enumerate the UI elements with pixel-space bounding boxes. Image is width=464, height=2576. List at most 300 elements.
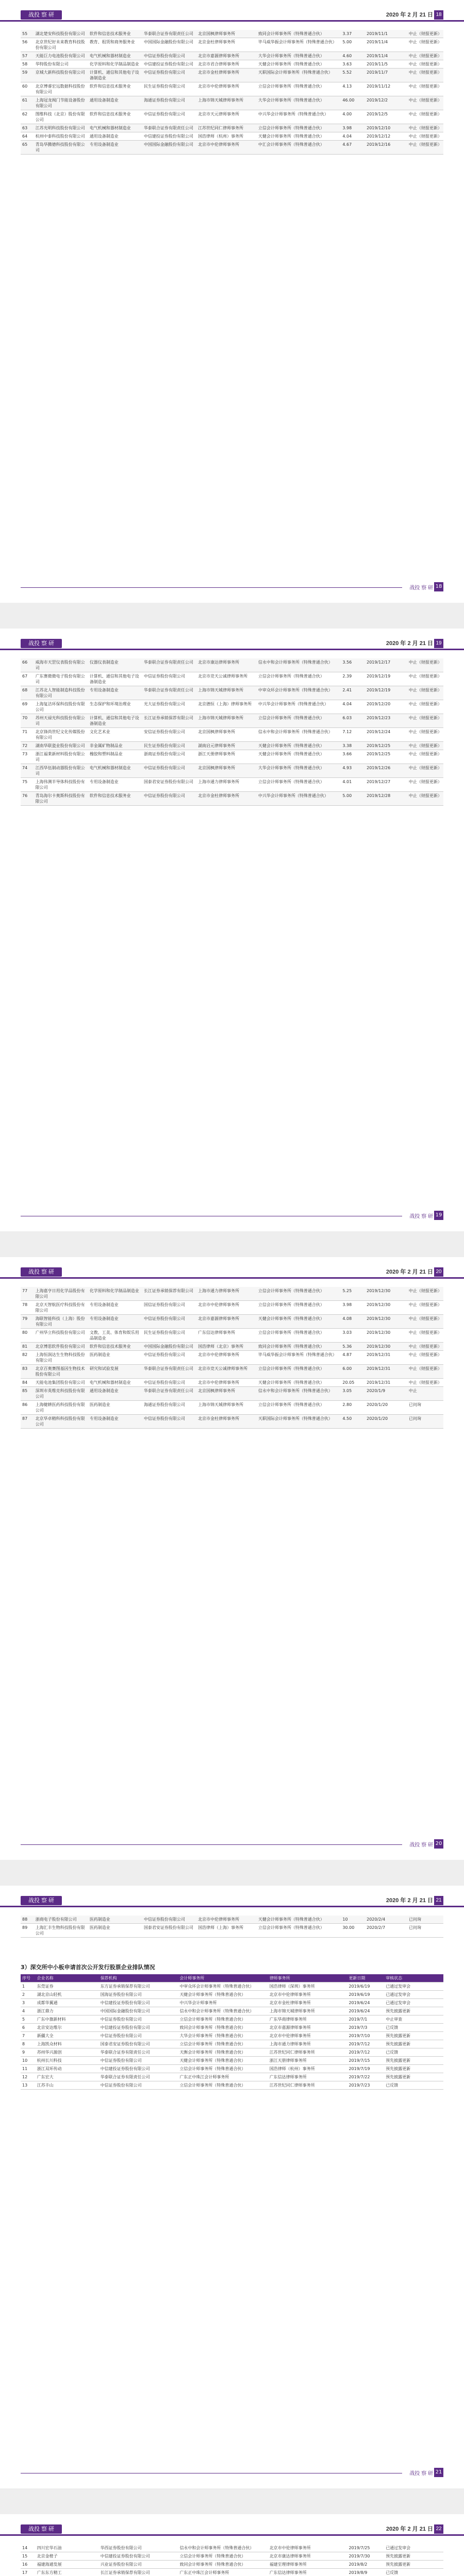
company-name-cell: 广东东方精工 [36, 2569, 99, 2576]
date-cell: 2019/12/26 [365, 764, 407, 778]
accounting-firm-cell: 致同会计师事务所（特殊普通合伙） [178, 2561, 268, 2569]
industry-cell: 专用设备制造业 [88, 1315, 142, 1329]
table-row [21, 700, 443, 714]
industry-cell: 通用设备制造业 [88, 96, 142, 110]
page-number: 19 [434, 639, 443, 648]
company-name-cell: 华特股份有限公司 [34, 60, 88, 69]
accounting-firm-cell: 立信会计师事务所（特殊普通合伙） [257, 1365, 341, 1379]
amount-cell: 3.63 [341, 60, 365, 69]
date-cell: 2019/7/30 [347, 2552, 384, 2561]
date-cell: 2019/6/24 [347, 1999, 384, 2007]
sponsor-cell: 中信证券股份有限公司 [99, 2015, 178, 2024]
row-index-cell: 68 [21, 686, 34, 700]
law-firm-cell: 北京市中伦律师事务所 [196, 1379, 257, 1387]
row-index-cell: 69 [21, 700, 34, 714]
industry-cell: 计算机、通信和其他电子设备制造业 [88, 672, 142, 686]
table-row [21, 1916, 443, 1924]
company-name-cell: 北京华卓精科科技股份有限公司 [34, 1415, 88, 1429]
date-cell: 2019/11/5 [365, 60, 407, 69]
company-name-cell: 北京博思软件股份有限公司 [34, 1343, 88, 1351]
table-row [21, 2057, 443, 2065]
law-firm-cell: 北京国枫律师事务所 [196, 728, 257, 742]
row-index-cell: 3 [21, 1999, 36, 2007]
status-cell: 中止（财报更新） [407, 110, 443, 124]
industry-cell: 软件和信息技术服务业 [88, 110, 142, 124]
industry-cell: 医药制造业 [88, 1916, 142, 1924]
row-index-cell: 67 [21, 672, 34, 686]
row-index-cell: 4 [21, 2007, 36, 2015]
sponsor-cell: 中信建投证券股份有限公司 [99, 2024, 178, 2032]
status-cell: 中止（财报更新） [407, 672, 443, 686]
law-firm-cell: 上海市通力律师事务所 [196, 778, 257, 792]
page-gap [0, 1231, 464, 1257]
table-row [21, 1343, 443, 1351]
page-header [0, 10, 464, 22]
company-name-cell: 广东中旗新材料 [36, 2015, 99, 2024]
law-firm-cell: 上海市锦天城律师事务所 [196, 686, 257, 700]
company-name-cell: 天能巨力电池股份有限公司 [34, 52, 88, 60]
date-cell: 2019/12/30 [365, 1315, 407, 1329]
column-header: 企业名称 [36, 1974, 99, 1982]
company-name-cell: 苏州天禄光科技股份有限公司 [34, 714, 88, 728]
page-number: 22 [434, 2524, 443, 2534]
law-firm-cell: 湖南启元律师事务所 [196, 742, 257, 750]
sponsor-cell: 中信证券股份有限公司 [142, 1315, 196, 1329]
status-cell: 中止（财报更新） [407, 124, 443, 132]
company-name-cell: 东莞证券 [36, 1982, 99, 1991]
amount-cell: 4.08 [341, 1315, 365, 1329]
table-row [21, 672, 443, 686]
date-cell: 2019/12/30 [365, 1301, 407, 1315]
law-firm-cell: 江苏世纪同仁律师事务所 [268, 2048, 347, 2057]
amount-cell: 5.36 [341, 1343, 365, 1351]
status-cell: 中止（财报更新） [407, 1379, 443, 1387]
row-index-cell: 74 [21, 764, 34, 778]
amount-cell: 3.66 [341, 750, 365, 764]
table-row [21, 2015, 443, 2024]
row-index-cell: 64 [21, 132, 34, 141]
company-name-cell: 浙商电子股份有限公司 [34, 1916, 88, 1924]
sponsor-cell: 民生证券股份有限公司 [142, 82, 196, 96]
table-row [21, 132, 443, 141]
status-cell: 中止（财报更新） [407, 778, 443, 792]
page-gap [0, 2488, 464, 2514]
company-name-cell: 图维科技（北京）股份有限公司 [34, 110, 88, 124]
amount-cell: 20.05 [341, 1379, 365, 1387]
sponsor-cell: 中国国际金融股份有限公司 [142, 141, 196, 155]
company-name-cell: 深圳市英维克科技股份有限公司 [34, 1387, 88, 1401]
status-cell: 中止（财报更新） [407, 1343, 443, 1351]
industry-cell: 计算机、通信和其他电子设备制造业 [88, 714, 142, 728]
sponsor-cell: 中信建投证券股份有限公司 [142, 132, 196, 141]
company-name-cell: 上海健耕医药科技股份有限公司 [34, 1401, 88, 1415]
company-name-cell: 上海冠龙阀门节能设备股份有限公司 [34, 96, 88, 110]
footer-page-number: 18 [434, 582, 443, 591]
sponsor-cell: 中国国际金融股份有限公司 [142, 38, 196, 52]
date-cell: 2019/12/20 [365, 700, 407, 714]
law-firm-cell: 广东华商律师事务所 [268, 2015, 347, 2024]
accounting-firm-cell: 中审众环会计师事务所（特殊普通合伙） [257, 686, 341, 700]
status-cell: 中止（财报更新） [407, 1315, 443, 1329]
industry-cell: 电气机械和器材制造业 [88, 764, 142, 778]
sponsor-cell: 浙商证券股份有限公司 [142, 750, 196, 764]
accounting-firm-cell: 中兴华会计师事务所 [178, 1999, 268, 2007]
row-index-cell: 5 [21, 2015, 36, 2024]
status-cell: 中止（财报更新） [407, 700, 443, 714]
sponsor-cell: 华泰联合证券有限责任公司 [142, 658, 196, 672]
table-header-row [21, 1974, 443, 1982]
industry-cell: 专用设备制造业 [88, 1301, 142, 1315]
amount-cell: 4.67 [341, 141, 365, 155]
date-cell: 2019/12/25 [365, 742, 407, 750]
report-chip: 战投 察 研 [21, 639, 62, 648]
law-firm-cell: 北京市中伦律师事务所 [268, 2544, 347, 2552]
sme-board-queue-table [21, 2544, 443, 2576]
sme-board-queue-table [21, 1974, 443, 2090]
amount-cell: 6.03 [341, 714, 365, 728]
row-index-cell: 10 [21, 2057, 36, 2065]
law-firm-cell: 广东信达律师事务所 [196, 1329, 257, 1343]
date-cell: 2019/6/24 [347, 2007, 384, 2015]
industry-cell: 通用设备制造业 [88, 132, 142, 141]
table-row [21, 1379, 443, 1387]
company-name-cell: 四川宏华石油 [36, 2544, 99, 2552]
row-index-cell: 58 [21, 60, 34, 69]
date-cell: 2019/7/23 [347, 2081, 384, 2090]
company-name-cell: 杭州中泰科技股份有限公司 [34, 132, 88, 141]
accounting-firm-cell: 立信会计师事务所（特殊普通合伙） [257, 124, 341, 132]
status-cell: 中止（财报更新） [407, 132, 443, 141]
status-cell: 已问询 [407, 1924, 443, 1938]
date-cell: 2019/7/12 [347, 2048, 384, 2057]
ipo-queue-table [21, 1916, 443, 1938]
sponsor-cell: 光大证券股份有限公司 [142, 700, 196, 714]
row-index-cell: 86 [21, 1401, 34, 1415]
company-name-cell: 北京金橙子 [36, 2552, 99, 2561]
row-index-cell: 85 [21, 1387, 34, 1401]
accounting-firm-cell: 天健会计师事务所（特殊普通合伙） [178, 1991, 268, 1999]
status-cell: 中止（财报更新） [407, 141, 443, 155]
table-row [21, 1401, 443, 1415]
page-header [0, 2524, 464, 2536]
date-cell: 2019/7/1 [347, 2015, 384, 2024]
accounting-firm-cell: 大华会计师事务所（特殊普通合伙） [257, 96, 341, 110]
company-name-cell: 福建海通发展 [36, 2561, 99, 2569]
table-row [21, 141, 443, 155]
law-firm-cell: 北京金杜律师事务所 [196, 38, 257, 52]
row-index-cell: 13 [21, 2081, 36, 2090]
row-index-cell: 2 [21, 1991, 36, 1999]
accounting-firm-cell: 立信会计师事务所（特殊普通合伙） [178, 2065, 268, 2073]
law-firm-cell: 国浩律师（北京）事务所 [196, 1343, 257, 1351]
amount-cell: 5.00 [341, 38, 365, 52]
amount-cell: 3.38 [341, 742, 365, 750]
sponsor-cell: 中国国际金融股份有限公司 [142, 1343, 196, 1351]
accounting-firm-cell: 信永中和会计师事务所（特殊普通合伙） [257, 728, 341, 742]
company-name-cell: 上海凯众材料 [36, 2040, 99, 2048]
industry-cell: 计算机、通信和其他电子设备制造业 [88, 69, 142, 82]
sponsor-cell: 中信证券股份有限公司 [142, 792, 196, 806]
row-index-cell: 87 [21, 1415, 34, 1429]
status-cell: 预先披露更新 [384, 2057, 443, 2065]
table-row [21, 38, 443, 52]
date-cell: 2020/1/20 [365, 1401, 407, 1415]
column-header: 会计师事务所 [178, 1974, 268, 1982]
company-name-cell: 浙江鼎力 [36, 2007, 99, 2015]
row-index-cell: 83 [21, 1365, 34, 1379]
sponsor-cell: 长江证券承销保荐有限公司 [99, 2569, 178, 2576]
sponsor-cell: 中信证券股份有限公司 [142, 1916, 196, 1924]
status-cell: 中止（财报更新） [407, 60, 443, 69]
sponsor-cell: 中信证券股份有限公司 [142, 1379, 196, 1387]
accounting-firm-cell: 立信会计师事务所（特殊普通合伙） [257, 1287, 341, 1301]
law-firm-cell: 国浩律师（上海）事务所 [196, 1924, 257, 1938]
industry-cell: 研究和试验发展 [88, 1365, 142, 1379]
sponsor-cell: 长江证券承销保荐有限公司 [142, 714, 196, 728]
sponsor-cell: 中信证券股份有限公司 [99, 2057, 178, 2065]
amount-cell: 4.93 [341, 764, 365, 778]
status-cell: 中止（财报更新） [407, 728, 443, 742]
company-name-cell: 江苏光明科技股份有限公司 [34, 124, 88, 132]
table-row [21, 1415, 443, 1429]
company-name-cell: 浙江双环传动 [36, 2065, 99, 2073]
row-index-cell: 57 [21, 52, 34, 60]
industry-cell: 医药制造业 [88, 1924, 142, 1938]
page-footer [0, 2468, 464, 2480]
table-row [21, 1982, 443, 1991]
company-name-cell: 广东宏大 [36, 2073, 99, 2081]
industry-cell: 专用设备制造业 [88, 778, 142, 792]
law-firm-cell: 北京市康达律师事务所 [196, 658, 257, 672]
table-row [21, 52, 443, 60]
date-cell: 2019/12/10 [365, 124, 407, 132]
status-cell: 已问询 [407, 1401, 443, 1415]
table-row [21, 1315, 443, 1329]
accounting-firm-cell: 立信会计师事务所（特殊普通合伙） [178, 2552, 268, 2561]
company-name-cell: 北京安达维尔 [36, 2024, 99, 2032]
law-firm-cell: 北京市金杜律师事务所 [196, 792, 257, 806]
date-cell: 2020/2/4 [365, 1916, 407, 1924]
date-cell: 2019/12/30 [365, 1287, 407, 1301]
ipo-queue-table [21, 1287, 443, 1429]
company-name-cell: 苏州华兴源创 [36, 2048, 99, 2057]
law-firm-cell: 北京国枫律师事务所 [196, 1387, 257, 1401]
amount-cell: 3.98 [341, 124, 365, 132]
accounting-firm-cell: 天职国际会计师事务所（特殊普通合伙） [257, 1415, 341, 1429]
law-firm-cell: 北京市嘉源律师事务所 [196, 52, 257, 60]
accounting-firm-cell: 立信会计师事务所（特殊普通合伙） [257, 1301, 341, 1315]
company-name-cell: 浙江福莱新材料股份有限公司 [34, 750, 88, 764]
date-cell: 2019/7/10 [347, 2032, 384, 2040]
status-cell: 预先披露更新 [384, 2032, 443, 2040]
status-cell: 中止（财报更新） [407, 1329, 443, 1343]
sponsor-cell: 华泰联合证券有限责任公司 [142, 124, 196, 132]
sponsor-cell: 民生证券股份有限公司 [142, 1329, 196, 1343]
industry-cell: 软件和信息技术服务业 [88, 82, 142, 96]
sponsor-cell: 安信证券股份有限公司 [142, 728, 196, 742]
law-firm-cell: 广东信达律师事务所 [268, 2073, 347, 2081]
page-footer [0, 1211, 464, 1223]
table-row [21, 686, 443, 700]
sponsor-cell: 东方证券承销保荐有限公司 [99, 1982, 178, 1991]
sponsor-cell: 国海证券股份有限公司 [99, 1991, 178, 1999]
row-index-cell: 7 [21, 2032, 36, 2040]
date-cell: 2019/12/12 [365, 132, 407, 141]
company-name-cell: 上海汇丰生物科技股份有限公司 [34, 1924, 88, 1938]
row-index-cell: 62 [21, 110, 34, 124]
date-cell: 2019/11/1 [365, 30, 407, 38]
accounting-firm-cell: 天衡会计师事务所（特殊普通合伙） [178, 2048, 268, 2057]
accounting-firm-cell: 天健会计师事务所（特殊普通合伙） [178, 2057, 268, 2065]
column-header: 审核状态 [384, 1974, 443, 1982]
row-index-cell: 8 [21, 2040, 36, 2048]
row-index-cell: 70 [21, 714, 34, 728]
sponsor-cell: 国信证券股份有限公司 [142, 1301, 196, 1315]
accounting-firm-cell: 立信会计师事务所（特殊普通合伙） [257, 714, 341, 728]
company-name-cell: 威海市天罡仪表股份有限公司 [34, 658, 88, 672]
date-cell: 2019/12/24 [365, 728, 407, 742]
industry-cell: 非金属矿物制品业 [88, 742, 142, 750]
row-index-cell: 88 [21, 1916, 34, 1924]
report-page-22 [0, 2514, 464, 2576]
sponsor-cell: 兴业证券股份有限公司 [99, 2561, 178, 2569]
law-firm-cell: 北京市中伦律师事务所 [196, 1301, 257, 1315]
accounting-firm-cell: 致同会计师事务所（特殊普通合伙） [178, 2024, 268, 2032]
row-index-cell: 71 [21, 728, 34, 742]
date-cell: 2020/1/9 [365, 1387, 407, 1401]
footer-rule [21, 1844, 402, 1845]
accounting-firm-cell: 信永中和会计师事务所（特殊普通合伙） [178, 2007, 268, 2015]
status-cell: 已通过发审会 [384, 1982, 443, 1991]
row-index-cell: 79 [21, 1315, 34, 1329]
status-cell: 预先披露更新 [384, 2552, 443, 2561]
law-firm-cell: 上海市通力律师事务所 [268, 2040, 347, 2048]
date-cell: 2019/7/19 [347, 2065, 384, 2073]
accounting-firm-cell: 天健会计师事务所（特殊普通合伙） [257, 1379, 341, 1387]
table-row [21, 2544, 443, 2552]
industry-cell: 化学原料和化学制品制造业 [88, 60, 142, 69]
accounting-firm-cell: 天健会计师事务所（特殊普通合伙） [257, 132, 341, 141]
company-name-cell: 上海复洁环保科技股份有限公司 [34, 700, 88, 714]
accounting-firm-cell: 天健会计师事务所（特殊普通合伙） [257, 1916, 341, 1924]
status-cell: 中止（财报更新） [407, 792, 443, 806]
industry-cell: 电气机械和器材制造业 [88, 124, 142, 132]
column-header: 更新日期 [347, 1974, 384, 1982]
industry-cell: 文化艺术业 [88, 728, 142, 742]
status-cell: 中止（财报更新） [407, 658, 443, 672]
date-cell: 2019/11/7 [365, 69, 407, 82]
status-cell: 中止 [407, 1387, 443, 1401]
company-name-cell: 北京博睿宏远数据科技股份有限公司 [34, 82, 88, 96]
law-firm-cell: 北京市中伦律师事务所 [268, 2032, 347, 2040]
status-cell: 中止（财报更新） [407, 96, 443, 110]
date-cell: 2019/7/22 [347, 2073, 384, 2081]
accounting-firm-cell: 大华会计师事务所（特殊普通合伙） [178, 2032, 268, 2040]
amount-cell: 4.01 [341, 778, 365, 792]
table-row [21, 2024, 443, 2032]
law-firm-cell: 北京市竞天公诚律师事务所 [196, 672, 257, 686]
page-header [0, 1896, 464, 1907]
page-date: 2020 年 2 月 21 日 [386, 1269, 433, 1275]
date-cell: 2019/12/27 [365, 778, 407, 792]
column-header: 序号 [21, 1974, 36, 1982]
date-cell: 2019/6/19 [347, 1991, 384, 1999]
amount-cell: 4.00 [341, 110, 365, 124]
amount-cell: 5.52 [341, 69, 365, 82]
status-cell: 中止（财报更新） [407, 82, 443, 96]
date-cell: 2019/6/19 [347, 1982, 384, 1991]
sponsor-cell: 华西证券股份有限公司 [99, 2544, 178, 2552]
status-cell: 中止（财报更新） [407, 38, 443, 52]
report-chip: 战投 察 研 [21, 1896, 62, 1905]
table-row [21, 30, 443, 38]
row-index-cell: 77 [21, 1287, 34, 1301]
company-name-cell: 湖北京山轻机 [36, 1991, 99, 1999]
company-name-cell: 杭州长川科技 [36, 2057, 99, 2065]
status-cell: 已通过发审会 [384, 2544, 443, 2552]
accounting-firm-cell: 大华会计师事务所（特殊普通合伙） [257, 52, 341, 60]
date-cell: 2019/12/31 [365, 1379, 407, 1387]
company-name-cell: 天能电池集团股份有限公司 [34, 1379, 88, 1387]
sponsor-cell: 中信建投证券股份有限公司 [99, 1999, 178, 2007]
company-name-cell: 江西华伍制动器股份有限公司 [34, 764, 88, 778]
table-row [21, 82, 443, 96]
table-row [21, 2081, 443, 2090]
company-name-cell: 北京锋尚世纪文化传媒股份有限公司 [34, 728, 88, 742]
row-index-cell: 65 [21, 141, 34, 155]
ipo-queue-table [21, 658, 443, 806]
date-cell: 2019/7/25 [347, 2544, 384, 2552]
date-cell: 2019/12/17 [365, 658, 407, 672]
row-index-cell: 80 [21, 1329, 34, 1343]
status-cell: 已反馈 [384, 2048, 443, 2057]
amount-cell: 4.60 [341, 52, 365, 60]
date-cell: 2019/8/9 [347, 2569, 384, 2576]
law-firm-cell: 北京市君合律师事务所 [196, 60, 257, 69]
law-firm-cell: 北京市嘉源律师事务所 [268, 2024, 347, 2032]
amount-cell: 2.80 [341, 1401, 365, 1415]
sponsor-cell: 国泰君安证券股份有限公司 [142, 1924, 196, 1938]
table-row [21, 1351, 443, 1365]
accounting-firm-cell: 广东正中珠江会计师事务所 [178, 2073, 268, 2081]
row-index-cell: 60 [21, 82, 34, 96]
table-row [21, 2040, 443, 2048]
industry-cell: 橡胶和塑料制品业 [88, 750, 142, 764]
status-cell: 预先披露更新 [384, 2007, 443, 2015]
row-index-cell: 63 [21, 124, 34, 132]
page-gap [0, 1860, 464, 1886]
amount-cell: 10 [341, 1916, 365, 1924]
date-cell: 2019/7/15 [347, 2057, 384, 2065]
table-row [21, 110, 443, 124]
law-firm-cell: 国浩律师（杭州）事务所 [268, 2065, 347, 2073]
accounting-firm-cell: 毕马威华振会计师事务所（特殊普通合伙） [257, 1351, 341, 1365]
table-row [21, 792, 443, 806]
status-cell: 中止（财报更新） [407, 1287, 443, 1301]
table-row [21, 60, 443, 69]
table-row [21, 2007, 443, 2015]
status-cell: 中止（财报更新） [407, 764, 443, 778]
law-firm-cell: 浙江天册律师事务所 [268, 2057, 347, 2065]
amount-cell: 5.00 [341, 792, 365, 806]
sponsor-cell: 中信证券股份有限公司 [99, 2081, 178, 2090]
table-row [21, 728, 443, 742]
sponsor-cell: 中信证券股份有限公司 [142, 110, 196, 124]
row-index-cell: 82 [21, 1351, 34, 1365]
industry-cell: 软件和信息技术服务业 [88, 30, 142, 38]
row-index-cell: 12 [21, 2073, 36, 2081]
law-firm-cell: 国浩律师（杭州）事务所 [196, 132, 257, 141]
